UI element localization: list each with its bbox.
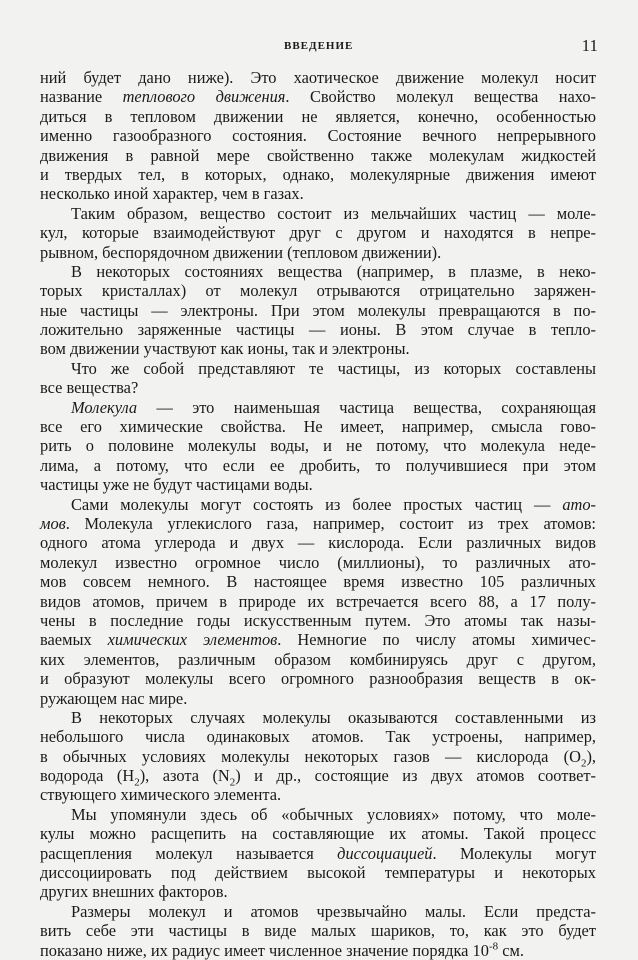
text-line — [40, 281, 596, 300]
text-run: название — [40, 87, 123, 107]
paragraph — [40, 805, 596, 902]
paragraph — [40, 902, 596, 960]
text-run: кул, которые взаимодействуют друг с другом и находятся в непре- — [40, 223, 596, 243]
paragraph — [40, 68, 596, 204]
text-run: . Свойство молекул вещества нахо- — [285, 87, 596, 107]
text-line — [40, 805, 596, 824]
text-line — [40, 824, 596, 843]
text-line — [40, 204, 596, 223]
text-run: Сами молекулы могут состоять из более простых частиц — — [71, 494, 563, 514]
text-run: ружающем нас мире. — [40, 688, 188, 708]
subscript: 2 — [229, 776, 236, 789]
text-line — [40, 844, 596, 863]
text-line — [40, 456, 596, 475]
text-run: видов атомов, причем в природе их встречается всего 88, а 17 полу- — [40, 591, 596, 611]
text-run: Таким образом, вещество состоит из мельчайших частиц — моле- — [71, 203, 596, 223]
text-run: одного атома углерода и двух — кислорода. Если различных видов — [40, 533, 596, 553]
text-line — [40, 184, 596, 203]
text-run: ствующего химического элемента. — [40, 785, 282, 805]
text-line — [40, 398, 596, 417]
text-line — [40, 630, 596, 649]
text-run: рить о половине молекулы воды, и не потому, что молекула неде- — [40, 436, 596, 456]
text-run: и твердых тел, в которых, однако, молекулярные движения имеют — [40, 164, 596, 184]
text-line — [40, 378, 596, 397]
text-run: именно газообразного состояния. Состояние вечного непрерывного — [40, 126, 596, 146]
text-line — [40, 669, 596, 688]
subscript: 2 — [134, 776, 140, 789]
text-line — [40, 766, 596, 789]
text-line — [40, 243, 596, 262]
text-line — [40, 359, 596, 378]
text-run: торых кристаллах) от молекул отрываются отрицательно заряжен- — [40, 281, 596, 301]
text-run: все его химические свойства. Не имеет, например, смысла гово- — [40, 417, 596, 437]
text-line — [40, 553, 596, 572]
text-run: ких элементов, различным образом комбинируясь друг с другом, — [40, 649, 596, 669]
text-line — [40, 708, 596, 727]
text-line — [40, 223, 596, 242]
text-line — [40, 68, 596, 87]
text-run: в обычных условиях молекулы некоторых газов — кислорода (O — [40, 746, 581, 766]
text-line — [40, 320, 596, 339]
italic-term: Молекула — [71, 397, 138, 417]
text-run: движения в равной мере свойственно также молекулам жидкостей — [40, 145, 596, 165]
text-run: и образуют молекулы всего огромного разнообразия веществ в ок- — [40, 669, 596, 689]
text-run: частицы уже не будут частицами воды. — [40, 475, 313, 495]
text-line — [40, 863, 596, 882]
italic-term: ато- — [562, 494, 596, 514]
text-line — [40, 941, 596, 960]
text-run: все вещества? — [40, 378, 139, 398]
text-line — [40, 495, 596, 514]
italic-term: химических элементов — [107, 630, 278, 650]
text-run: несколько иной характер, чем в газах. — [40, 184, 304, 204]
text-run: ваемых — [40, 630, 108, 650]
text-run: водорода (H — [40, 766, 135, 786]
text-line — [40, 87, 596, 106]
text-line — [40, 126, 596, 145]
text-run: диссоциировать под действием высокой температуры и некоторых — [40, 863, 596, 883]
text-line — [40, 533, 596, 552]
text-line — [40, 417, 596, 436]
text-line — [40, 902, 596, 921]
page-number: 11 — [581, 36, 598, 55]
text-line — [40, 611, 596, 630]
text-run: молекул известно огромное число (миллионы), то различных ато- — [40, 552, 596, 572]
text-line — [40, 146, 596, 165]
text-run: лима, а потому, что если ее дробить, то получившиеся при этом — [40, 455, 596, 475]
text-line — [40, 514, 596, 533]
text-run: В некоторых случаях молекулы оказываются составленными из — [71, 707, 596, 727]
text-line — [40, 882, 596, 901]
text-line — [40, 165, 596, 184]
text-run: Размеры молекул и атомов чрезвычайно малы. Если предста- — [71, 901, 596, 921]
subscript: 2 — [580, 756, 587, 769]
text-run: мов совсем немного. В настоящее время известно 105 различных — [40, 572, 596, 592]
text-run: кулы можно расщепить на составляющие их атомы. Такой процесс — [40, 824, 596, 844]
text-run: ), — [586, 746, 596, 766]
text-line — [40, 436, 596, 455]
paragraph — [40, 495, 596, 708]
text-line — [40, 746, 596, 769]
text-line — [40, 475, 596, 494]
paragraph — [40, 398, 596, 495]
text-line — [40, 785, 596, 804]
text-run: расщепления молекул называется — [40, 843, 338, 863]
text-run: ний будет дано ниже). Это хаотическое движение молекул носит — [40, 68, 596, 87]
text-line — [40, 727, 596, 746]
text-run: ) и др., состоящие из двух атомов соответ- — [235, 766, 596, 786]
text-run: . Немногие по числу атомы химичес- — [277, 630, 596, 650]
superscript: -8 — [488, 940, 499, 953]
text-run: показано ниже, их радиус имеет численное значение порядка 10 — [40, 940, 489, 960]
text-run: В некоторых состояниях вещества (например, в плазме, в неко- — [71, 261, 596, 281]
italic-term: мов — [40, 513, 66, 533]
text-line — [40, 572, 596, 591]
text-run: ные частицы — электроны. При этом молекулы превращаются в по- — [40, 300, 596, 320]
paragraph — [40, 262, 596, 359]
text-run: . Молекула углекислого газа, например, состоит из трех атомов: — [65, 513, 596, 533]
text-run: других внешних факторов. — [40, 882, 228, 902]
text-run: ), азота (N — [139, 766, 230, 786]
page-header — [0, 38, 638, 58]
running-title: ВВЕДЕНИЕ — [284, 40, 354, 52]
text-run: вить себе эти частицы в виде малых шариков, то, как это будет — [40, 921, 596, 941]
text-line — [40, 592, 596, 611]
text-run: небольшого числа одинаковых атомов. Так устроены, например, — [40, 727, 596, 747]
text-run: ложительно заряженные частицы — ионы. В этом случае в тепло- — [40, 320, 596, 340]
text-run: — это наименьшая частица вещества, сохраняющая — [137, 397, 596, 417]
paragraph — [40, 359, 596, 398]
paragraph — [40, 204, 596, 262]
text-run: диться в тепловом движении не является, конечно, особенностью — [40, 106, 596, 126]
text-line — [40, 689, 596, 708]
paragraph — [40, 708, 596, 805]
text-run: рывном, беспорядочном движении (тепловом движении). — [40, 242, 442, 262]
text-line — [40, 262, 596, 281]
text-line — [40, 339, 596, 358]
italic-term: диссоциацией — [337, 843, 433, 863]
body-text — [40, 68, 596, 960]
text-line — [40, 301, 596, 320]
text-line — [40, 650, 596, 669]
text-run: Что же собой представляют те частицы, из которых составлены — [71, 358, 596, 378]
text-line — [40, 921, 596, 940]
text-run: вом движении участвуют как ионы, так и электроны. — [40, 339, 410, 359]
text-run: Мы упомянули здесь об «обычных условиях» потому, что моле- — [71, 804, 596, 824]
text-run: чены в последние годы искусственным путем. Это атомы так назы- — [40, 610, 596, 630]
text-line — [40, 107, 596, 126]
text-run: см. — [498, 940, 524, 960]
text-run: . Молекулы могут — [432, 843, 596, 863]
italic-term: теплового движения — [122, 87, 286, 107]
